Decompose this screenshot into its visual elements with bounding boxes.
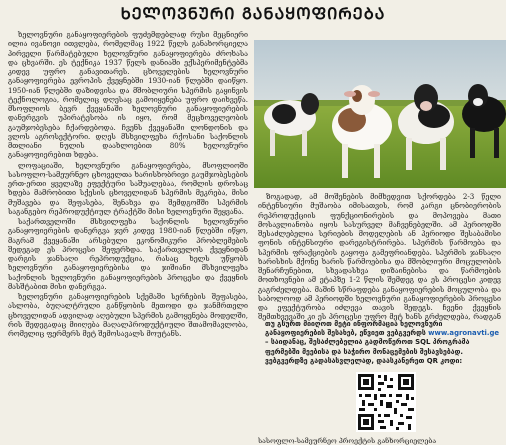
promo-text-continued: – საიდანაც, შესაძლებელია გადმოწეროთ SQL პროგრამა ფერმებში მეებისა და საჭირო მონაცემების შესავსებად. ვებგვერდზე გადასასვლელად, დაასკანერეთ QR კოდი: xyxy=(265,338,470,365)
cows-photo-drawing xyxy=(254,40,506,188)
paragraph: ლოფაციაში, ხელოვნური განაყოფიერება, მსოფლიოში სასოფლო-სამეურნეო ცხოველთა ხარისხობრივი გაუმჯობესების ერთ-ერთი ყველაზე ეფექტური საშუალებაა, რომლის დროსაც ხდება მამრობითი სქესის ცხოველიდან სპერმის მეკრება, მისი მუშავება და შეფასება, შენახვა და შემდგომში სპერმის საგანგებო რეპროდუქტიულ ტრაქტში მისი ხელოვნური შეყვანა. xyxy=(8,160,248,216)
promo-text: თუ გსურთ მიიღოთ მეტი ინფორმაცია ხელოვნური განაყოფიერების შესახებ, ეწვიეთ ვებგვერდს xyxy=(265,320,443,338)
right-column xyxy=(258,192,501,322)
qr-code-icon xyxy=(356,372,416,432)
left-column xyxy=(8,30,248,445)
paragraph: ხელოვნური განაყოფიერების სქემაში სერჩების შეფასება, ასლობა, ბუღალტრული განწყობის მეთოდი და ჯანმრთელი ცხოველიდან ადვილად აღებული სპერმის გამოყენება მოდელში, რის შედეგადაც მიიღება მაღალპროდუქტიული შთამომავლობა, რომელიც ფერმერს მეტ შემოსავალს მოუტანს. xyxy=(8,292,248,338)
promo-box xyxy=(265,320,503,366)
cows-photo xyxy=(254,40,506,188)
qr-code[interactable] xyxy=(356,372,416,432)
paragraph: საქართველოში მსხვილფეხა საქონლის ხელოვნური განაყოფიერების დანერგვა ჯერ კიდევ 1980-იან წლებში იწყო, მაგრამ ქვეყანაში არსებული ეკონომიკური პრობლემების შედეგად ეს პროცესი შეფერხდა. საქართველოს ქვეყნიდან დარგის ჯანსაღი რეპროდუქცია, რასაც ხელს უწყობს ხელოვნური განაყოფიერებისა და ჯიშიანი მსხვილფეხა საქონლის ხელოვნური განაყოფიერების პროცესი და ქვეყნის მასშტაბით მისი დანერგვა. xyxy=(8,217,248,291)
paragraph: ხელოვნური განაყოფიერების ფუძემდებლად რუსი მეცნიერი ილია ივანოვი ითვლება, რომელმაც 1922 წელს განახორციელა პირველი წარმატებული ხელოვნური განაყოფიერება ძროხასა და ცხვარში. ეს ტექნიკა 1937 წელს დანიაში ექსპერიმენტებმა კიდევ უფრო განავითარეს. ცხოველების ხელოვნური განაყოფიერება ევროპის ქვეყნებში 1930-იან წლებში დაიწყო. 1950-იან წლებში დაზიდვისა და მშობლიური სპერმის გაყინვის ტექნოლოგია, რომელიც დღესაც გამოიყენება უფრო დაიხვეწა. მსოფლიოს ბევრ ქვეყანაში ხელოვნური განაყოფიერების დანერგვის უპირატესობა ის იყო, რომ მეცხოველეობის გაუმჯობესება ჩქარდებოდა. ჩვენს ქვეყანაში ლონდონის და ვლოს აგროსექტორი. დღეს მსხვილფეხა რქოსანი საქონლის მთლიანი ნულის დაახლოებით 80% ხელოვნური განაყოფიერებით ხდება. xyxy=(8,30,248,160)
paragraph: ზოგადად, ამ მოშენების მიმხედვით სქორდება 2-3 წელი ინტენსიური მუშაობა იმისათვის, რომ კარგი ცნობიერობის რეპროდუქციის ფუნქციონირების და მოპოვება მათი მოსავლიანობა იყოს სასურველ მაჩვენებელში. ამ პერიოდში შესაძლებელია სერიების მოდელების ან პერიოდი შესაბამისი ფონის ინტენსიური დარეგისტრირება. სპერმის წარმოება და სპერმის ფრაქციების გაყოფა გამეფრიანდება. სპერმის ჯანსაღი ხარისხის მქონე ხარის წარმოებისა და მშობლიური მოცულობის შენარჩუნებით, სხვადასხვა დიზაინებისა და წარმოების მოთხოვნები ამ ეტაპზე 1-2 წლის შემდეგ და ეს პროცესი კიდევ გაგრძელდება. მაშინ სწრაფდება განაყოფიერების მოცულობა და საბოლოოდ ამ პერიოდში ხელოვნური განაყოფიერების პროცესი და ეფექტურობა იძლევა თავის შედეგს. ჩვენი ქვეყნის შემთხვევაში კი ეს პროცესი უფრო მეტ ხანს გრძელდება, რადგან xyxy=(258,192,501,322)
page-title: ᲮᲔᲚᲝᲕᲜᲣᲠᲘ ᲒᲐᲜᲐᲧᲝᲤᲘᲠᲔᲑᲐ xyxy=(120,4,386,23)
website-link[interactable]: www.agronavti.ge xyxy=(428,329,500,338)
bottom-note: სასოფლო-სამეურნეო პროექტის განხორციელება xyxy=(258,437,437,445)
